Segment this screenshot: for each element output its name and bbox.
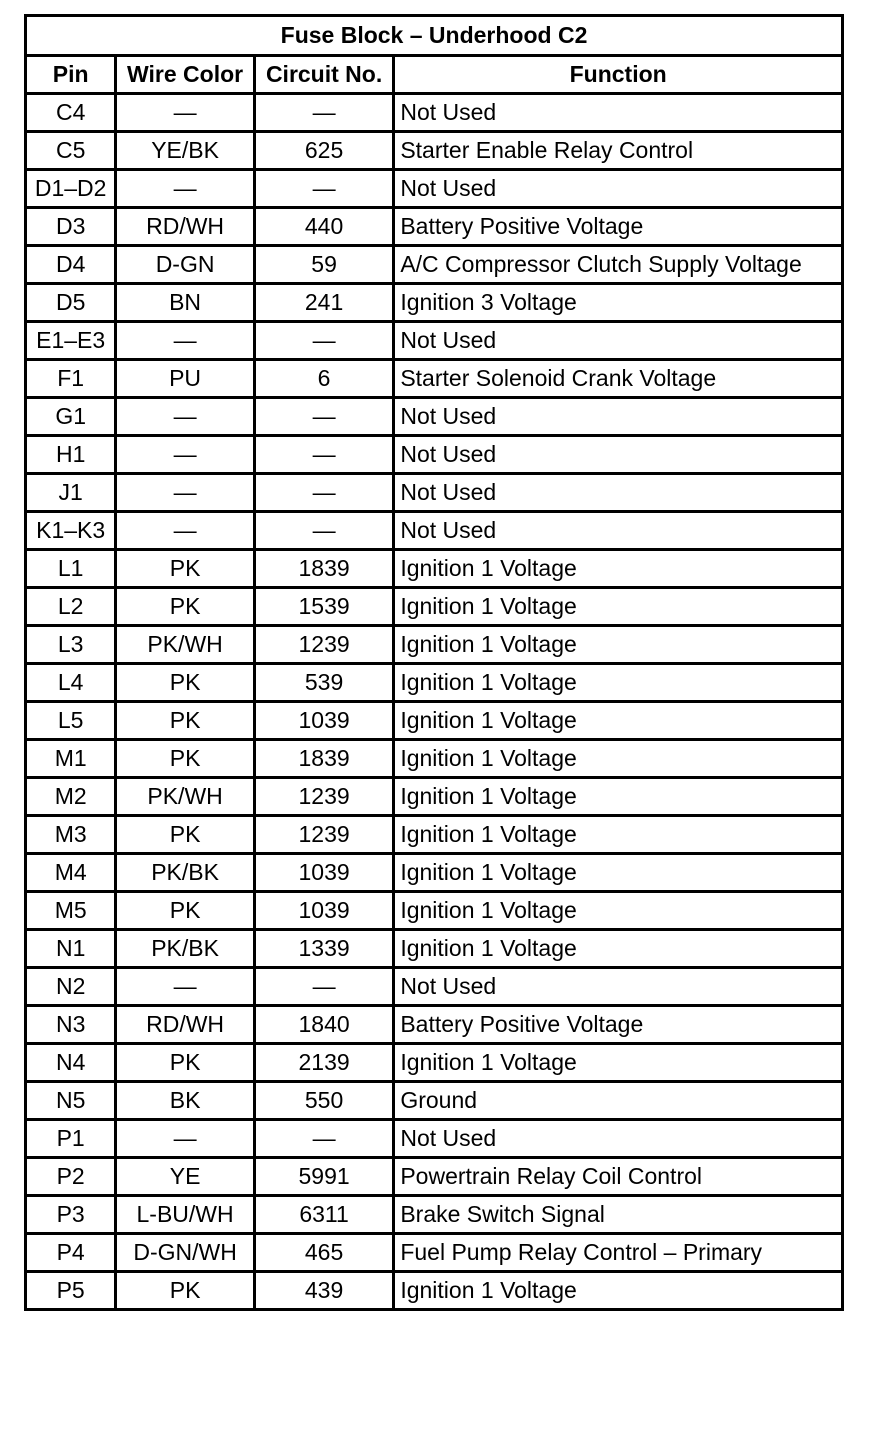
wire-color-cell: PK (116, 664, 255, 702)
table-row (26, 1158, 843, 1196)
wire-color-cell: PK (116, 740, 255, 778)
function-cell: Battery Positive Voltage (394, 208, 843, 246)
table-row (26, 208, 843, 246)
circuit-no-cell: — (254, 512, 394, 550)
circuit-no-cell: 1239 (254, 626, 394, 664)
function-cell: Not Used (394, 474, 843, 512)
pin-cell: N1 (26, 930, 116, 968)
header-wire-color: Wire Color (116, 56, 255, 94)
circuit-no-cell: 59 (254, 246, 394, 284)
function-cell: Ignition 3 Voltage (394, 284, 843, 322)
wire-color-cell: L-BU/WH (116, 1196, 255, 1234)
pin-cell: D3 (26, 208, 116, 246)
wire-color-cell: YE/BK (116, 132, 255, 170)
table-title-row (26, 16, 843, 56)
wire-color-cell: — (116, 968, 255, 1006)
table-row (26, 892, 843, 930)
circuit-no-cell: 439 (254, 1272, 394, 1310)
table-body (26, 94, 843, 1310)
circuit-no-cell: 539 (254, 664, 394, 702)
circuit-no-cell: 1339 (254, 930, 394, 968)
table-row (26, 1006, 843, 1044)
pin-cell: M5 (26, 892, 116, 930)
wire-color-cell: RD/WH (116, 208, 255, 246)
function-cell: Starter Enable Relay Control (394, 132, 843, 170)
pin-cell: N5 (26, 1082, 116, 1120)
pin-cell: L2 (26, 588, 116, 626)
circuit-no-cell: 1039 (254, 702, 394, 740)
function-cell: Ignition 1 Voltage (394, 854, 843, 892)
header-circuit-no: Circuit No. (254, 56, 394, 94)
circuit-no-cell: 1039 (254, 892, 394, 930)
pin-cell: M3 (26, 816, 116, 854)
wire-color-cell: PK (116, 1272, 255, 1310)
table-row (26, 474, 843, 512)
function-cell: Starter Solenoid Crank Voltage (394, 360, 843, 398)
circuit-no-cell: — (254, 1120, 394, 1158)
wire-color-cell: — (116, 474, 255, 512)
wire-color-cell: PK (116, 550, 255, 588)
function-cell: Not Used (394, 94, 843, 132)
function-cell: Ignition 1 Voltage (394, 1272, 843, 1310)
function-cell: Ignition 1 Voltage (394, 664, 843, 702)
pin-cell: P4 (26, 1234, 116, 1272)
circuit-no-cell: 1839 (254, 550, 394, 588)
circuit-no-cell: 1239 (254, 816, 394, 854)
table-row (26, 854, 843, 892)
circuit-no-cell: 1840 (254, 1006, 394, 1044)
wire-color-cell: PK (116, 892, 255, 930)
wire-color-cell: D-GN/WH (116, 1234, 255, 1272)
pin-cell: L1 (26, 550, 116, 588)
wire-color-cell: D-GN (116, 246, 255, 284)
function-cell: Ignition 1 Voltage (394, 626, 843, 664)
circuit-no-cell: — (254, 94, 394, 132)
pin-cell: C4 (26, 94, 116, 132)
wire-color-cell: PU (116, 360, 255, 398)
circuit-no-cell: — (254, 398, 394, 436)
pin-cell: N2 (26, 968, 116, 1006)
function-cell: Ignition 1 Voltage (394, 816, 843, 854)
wire-color-cell: — (116, 1120, 255, 1158)
circuit-no-cell: 465 (254, 1234, 394, 1272)
table-row (26, 968, 843, 1006)
table-row (26, 1196, 843, 1234)
function-cell: Fuel Pump Relay Control – Primary (394, 1234, 843, 1272)
function-cell: A/C Compressor Clutch Supply Voltage (394, 246, 843, 284)
wire-color-cell: — (116, 94, 255, 132)
circuit-no-cell: 2139 (254, 1044, 394, 1082)
wire-color-cell: PK (116, 588, 255, 626)
table-header-row (26, 56, 843, 94)
wire-color-cell: — (116, 436, 255, 474)
function-cell: Brake Switch Signal (394, 1196, 843, 1234)
wire-color-cell: — (116, 512, 255, 550)
circuit-no-cell: 550 (254, 1082, 394, 1120)
wire-color-cell: — (116, 170, 255, 208)
pin-cell: N3 (26, 1006, 116, 1044)
circuit-no-cell: — (254, 170, 394, 208)
pin-cell: P1 (26, 1120, 116, 1158)
table-title: Fuse Block – Underhood C2 (26, 16, 843, 56)
wire-color-cell: RD/WH (116, 1006, 255, 1044)
pin-cell: L3 (26, 626, 116, 664)
function-cell: Ignition 1 Voltage (394, 892, 843, 930)
function-cell: Ground (394, 1082, 843, 1120)
table-row (26, 1044, 843, 1082)
function-cell: Powertrain Relay Coil Control (394, 1158, 843, 1196)
pin-cell: F1 (26, 360, 116, 398)
function-cell: Not Used (394, 322, 843, 360)
pin-cell: P3 (26, 1196, 116, 1234)
function-cell: Ignition 1 Voltage (394, 740, 843, 778)
wire-color-cell: — (116, 398, 255, 436)
function-cell: Ignition 1 Voltage (394, 702, 843, 740)
wire-color-cell: — (116, 322, 255, 360)
table-row (26, 930, 843, 968)
wire-color-cell: PK (116, 816, 255, 854)
function-cell: Ignition 1 Voltage (394, 1044, 843, 1082)
table-row (26, 436, 843, 474)
pin-cell: K1–K3 (26, 512, 116, 550)
fuse-block-table (24, 14, 844, 1311)
pin-cell: L5 (26, 702, 116, 740)
circuit-no-cell: 6311 (254, 1196, 394, 1234)
pin-cell: D5 (26, 284, 116, 322)
pin-cell: M4 (26, 854, 116, 892)
function-cell: Not Used (394, 968, 843, 1006)
function-cell: Ignition 1 Voltage (394, 930, 843, 968)
pin-cell: D1–D2 (26, 170, 116, 208)
table-row (26, 588, 843, 626)
wire-color-cell: PK (116, 1044, 255, 1082)
table-row (26, 246, 843, 284)
function-cell: Ignition 1 Voltage (394, 778, 843, 816)
circuit-no-cell: 1039 (254, 854, 394, 892)
header-function: Function (394, 56, 843, 94)
circuit-no-cell: 1839 (254, 740, 394, 778)
table-row (26, 550, 843, 588)
table-row (26, 740, 843, 778)
pin-cell: G1 (26, 398, 116, 436)
function-cell: Not Used (394, 512, 843, 550)
function-cell: Not Used (394, 170, 843, 208)
header-pin: Pin (26, 56, 116, 94)
circuit-no-cell: 6 (254, 360, 394, 398)
pin-cell: M2 (26, 778, 116, 816)
pin-cell: E1–E3 (26, 322, 116, 360)
table-row (26, 626, 843, 664)
pin-cell: L4 (26, 664, 116, 702)
table-row (26, 360, 843, 398)
table-row (26, 816, 843, 854)
function-cell: Ignition 1 Voltage (394, 550, 843, 588)
pin-cell: P5 (26, 1272, 116, 1310)
table-row (26, 664, 843, 702)
pin-cell: N4 (26, 1044, 116, 1082)
wire-color-cell: PK (116, 702, 255, 740)
function-cell: Not Used (394, 398, 843, 436)
table-row (26, 778, 843, 816)
pin-cell: P2 (26, 1158, 116, 1196)
table-row (26, 512, 843, 550)
table-row (26, 702, 843, 740)
wire-color-cell: BK (116, 1082, 255, 1120)
circuit-no-cell: — (254, 968, 394, 1006)
pin-cell: D4 (26, 246, 116, 284)
table-row (26, 94, 843, 132)
circuit-no-cell: 625 (254, 132, 394, 170)
pin-cell: J1 (26, 474, 116, 512)
circuit-no-cell: 1539 (254, 588, 394, 626)
wire-color-cell: PK/WH (116, 778, 255, 816)
circuit-no-cell: 5991 (254, 1158, 394, 1196)
circuit-no-cell: 241 (254, 284, 394, 322)
table-row (26, 132, 843, 170)
table-row (26, 398, 843, 436)
function-cell: Battery Positive Voltage (394, 1006, 843, 1044)
circuit-no-cell: — (254, 436, 394, 474)
circuit-no-cell: 440 (254, 208, 394, 246)
wire-color-cell: PK/WH (116, 626, 255, 664)
circuit-no-cell: 1239 (254, 778, 394, 816)
table-row (26, 1082, 843, 1120)
wire-color-cell: PK/BK (116, 854, 255, 892)
function-cell: Not Used (394, 1120, 843, 1158)
function-cell: Ignition 1 Voltage (394, 588, 843, 626)
table-row (26, 1272, 843, 1310)
circuit-no-cell: — (254, 474, 394, 512)
function-cell: Not Used (394, 436, 843, 474)
circuit-no-cell: — (254, 322, 394, 360)
wire-color-cell: PK/BK (116, 930, 255, 968)
pin-cell: H1 (26, 436, 116, 474)
pin-cell: C5 (26, 132, 116, 170)
table-row (26, 284, 843, 322)
pin-cell: M1 (26, 740, 116, 778)
wire-color-cell: BN (116, 284, 255, 322)
table-row (26, 1234, 843, 1272)
table-row (26, 170, 843, 208)
table-row (26, 322, 843, 360)
wire-color-cell: YE (116, 1158, 255, 1196)
table-row (26, 1120, 843, 1158)
